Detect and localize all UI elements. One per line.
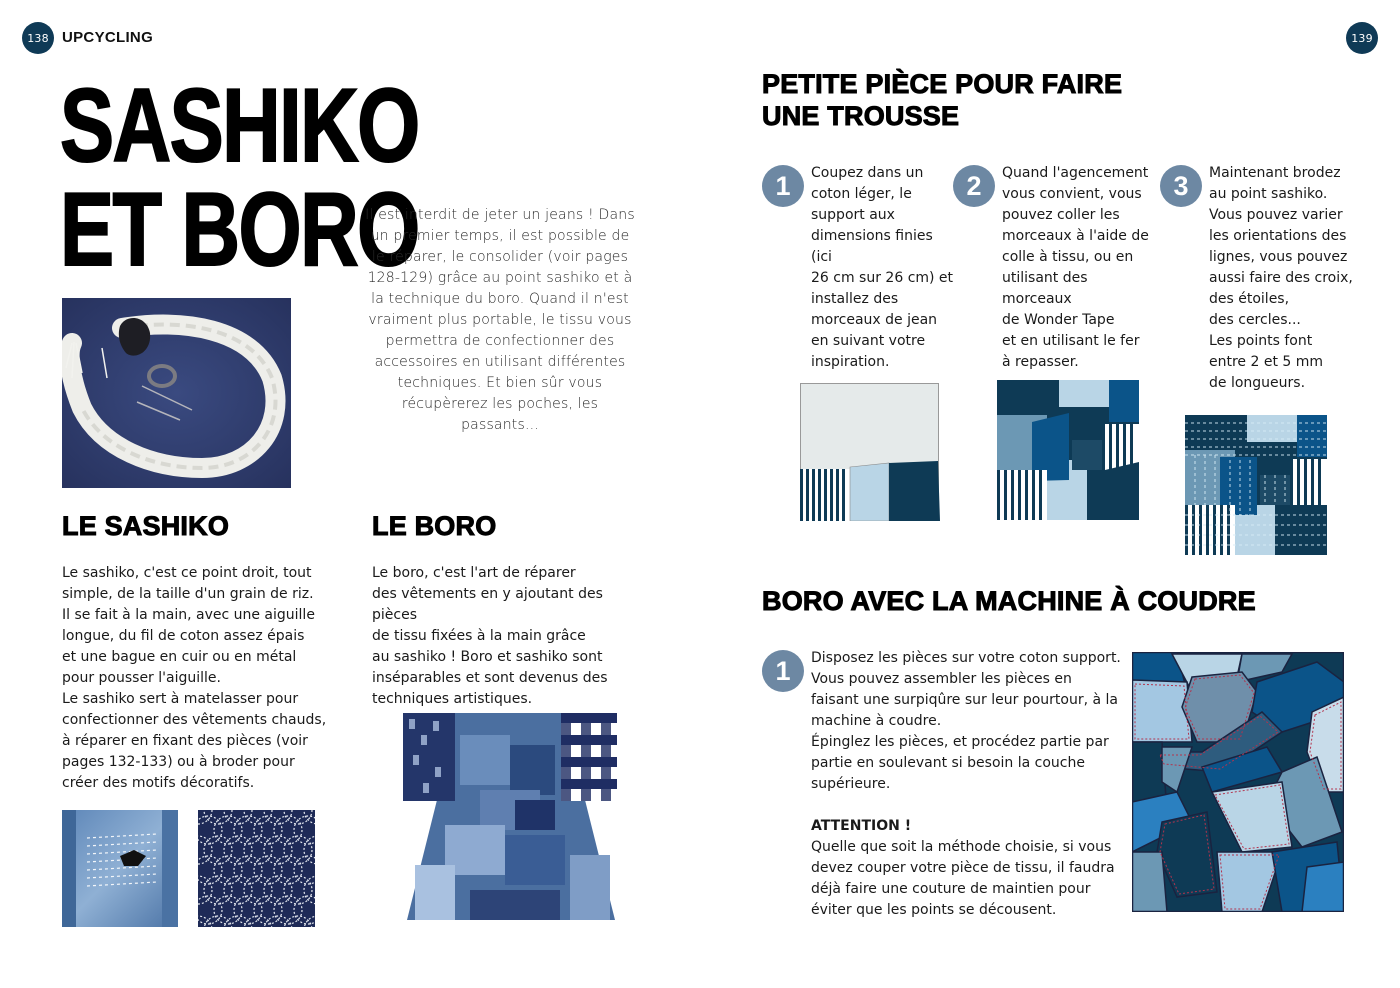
sashiko-pattern-photo: [198, 810, 315, 927]
boro-heading: LE BORO: [372, 511, 497, 541]
sashiko-heading: LE SASHIKO: [62, 511, 230, 541]
step-1-number: 1: [762, 165, 804, 207]
boro-kimono-photo: [385, 705, 635, 935]
boro-body: Le boro, c'est l'art de réparer des vêtements en y ajoutant des pièces de tissu fixées à la main grâce au sashiko ! Boro et sashiko sont inséparables et sont devenus des techniques artistiques.: [372, 565, 608, 707]
step-2-number: 2: [953, 165, 995, 207]
machine-instructions: Disposez les pièces sur votre coton support. Vous pouvez assembler les pièces en faisant une surpiqûre sur leur pourtour, à la machine à coudre. Épinglez les pièces, et procédez partie par partie en soulevant si besoin la couche supérieure.: [811, 650, 1121, 792]
sashiko-tools-photo: [62, 298, 291, 488]
step-2-text: Quand l'agencement vous convient, vous pouvez coller les morceaux à l'aide de colle à tissu, ou en utilisant des morceaux de Wonder Tape et en utilisant le fer à repasser.: [1002, 165, 1149, 370]
step-1-text: Coupez dans un coton léger, le support aux dimensions finies (ici 26 cm sur 26 cm) et installez des morceaux de jean en suivant votre inspiration.: [811, 165, 954, 370]
pouch-step-3-illustration: [1185, 415, 1327, 555]
section-label: UPCYCLING: [62, 29, 154, 46]
jeans-repair-photo: [62, 810, 178, 927]
page-number: 139: [1351, 31, 1373, 45]
machine-heading: BORO AVEC LA MACHINE À COUDRE: [762, 586, 1256, 616]
page-number: 138: [27, 31, 49, 45]
attention-title: ATTENTION !: [811, 818, 912, 834]
intro-text: Il est interdit de jeter un jeans ! Dans un premier temps, il est possible de le réparer, le consolider (voir pages 128-129) grâce au point sashiko et à la technique du boro. Quand il n'est vraiment plus portable, le tissu vous permettra de confectionner des accessoires en utilisant différentes techniques. Et bien sûr vous récupèrerez les poches, les passants...: [365, 207, 635, 433]
main-title-line2: ET BORO: [60, 172, 419, 288]
sashiko-body: Le sashiko, c'est ce point droit, tout simple, de la taille d'un grain de riz. Il se fait à la main, avec une aiguille longue, du fil de coton assez épais et une bague en cuir ou en métal pour pousser l'aiguille. Le sashiko sert à matelasser pour confectionner des vêtements chauds, à réparer en fixant des pièces (voir pages 132-133) ou à broder pour créer des motifs décoratifs.: [62, 565, 327, 791]
machine-step-1-text: [811, 648, 1121, 921]
pouch-step-2-illustration: [997, 380, 1139, 520]
machine-step-1-number: 1: [762, 650, 804, 692]
machine-boro-illustration: [1132, 652, 1344, 912]
page-number-badge-right: [1346, 22, 1378, 54]
attention-text: Quelle que soit la méthode choisie, si vous devez couper votre pièce de tissu, il faudra déjà faire une couture de maintien pour éviter que les points se décousent.: [811, 839, 1115, 918]
pouch-heading-line2: UNE TROUSSE: [762, 101, 960, 131]
main-title-line1: SASHIKO: [60, 68, 419, 184]
step-3-number: 3: [1160, 165, 1202, 207]
pouch-heading-line1: PETITE PIÈCE POUR FAIRE: [762, 69, 1123, 99]
page-number-badge-left: [22, 22, 54, 54]
pouch-step-1-illustration: [800, 383, 940, 521]
step-3-text: Maintenant brodez au point sashiko. Vous pouvez varier les orientations des lignes, vous pouvez aussi faire des croix, des étoiles, des cercles... Les points font entre 2 et 5 mm de longueurs.: [1209, 165, 1353, 391]
